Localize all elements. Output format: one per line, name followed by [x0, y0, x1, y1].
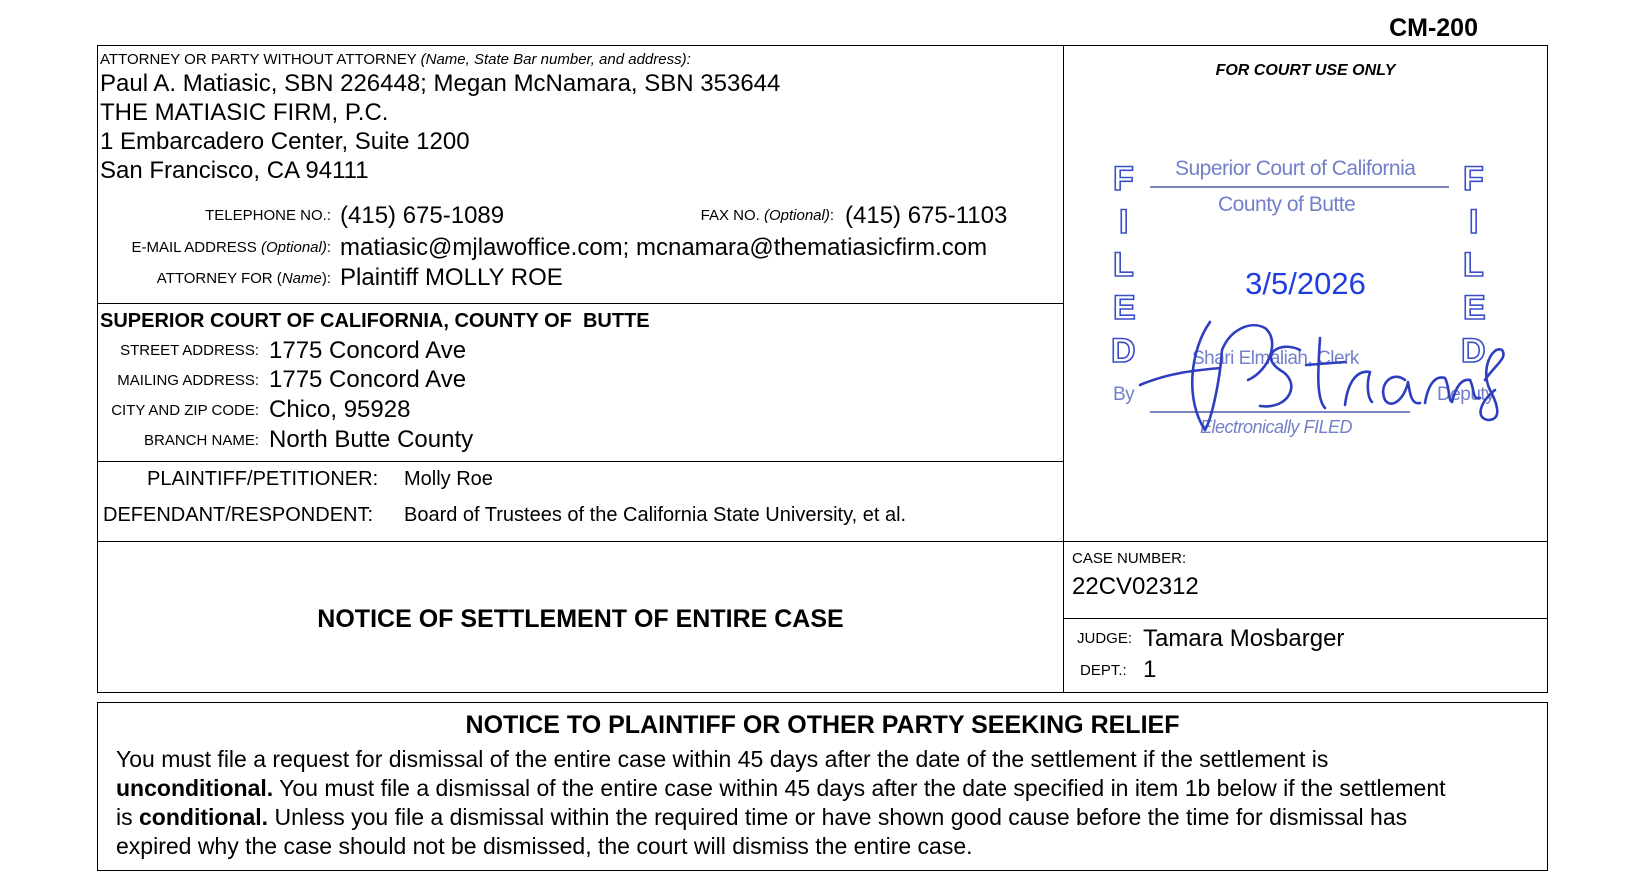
stamp-left-letter-d: D [1111, 332, 1136, 370]
notice-line-2: unconditional. You must file a dismissal of the entire case within 45 days after the date specified in item 1b below if the settlement [116, 775, 1446, 801]
caption-divider [1063, 45, 1064, 693]
defendant-label: DEFENDANT/RESPONDENT: [103, 504, 374, 526]
email-label: E-MAIL ADDRESS (Optional): [131, 239, 331, 256]
stamp-court-name: Superior Court of California [1175, 157, 1416, 180]
dept-value: 1 [1143, 656, 1157, 683]
defendant-value: Board of Trustees of the California State University, et al. [404, 504, 907, 526]
attorney-for-value: Plaintiff MOLLY ROE [340, 264, 563, 291]
judge-value: Tamara Mosbarger [1143, 625, 1345, 652]
stamp-date: 3/5/2026 [1245, 266, 1366, 301]
city-value: Chico, 95928 [269, 396, 411, 423]
notice-line-1: You must file a request for dismissal of the entire case within 45 days after the date of the settlement if the settlement is [116, 746, 1329, 772]
stamp-by: By [1113, 384, 1135, 405]
stamp-left-letter-i: I [1119, 203, 1129, 241]
case-number-bottom-rule [1063, 618, 1548, 619]
court-bottom-rule [97, 461, 1064, 462]
stamp-court-rule [1150, 186, 1449, 188]
court-title: SUPERIOR COURT OF CALIFORNIA, COUNTY OF BUTTE [100, 310, 650, 332]
parties-bottom-rule [97, 541, 1548, 542]
stamp-right-letter-f: F [1463, 160, 1484, 198]
case-number-label: CASE NUMBER: [1072, 550, 1187, 567]
branch-label: BRANCH NAME: [143, 432, 259, 449]
fax-value: (415) 675-1103 [845, 202, 1008, 229]
plaintiff-label: PLAINTIFF/PETITIONER: [147, 468, 379, 490]
stamp-left-letter-l: L [1113, 246, 1134, 284]
stamp-clerk-name: Shari Elmaliah, Clerk [1192, 348, 1359, 369]
telephone-label: TELEPHONE NO.: [205, 207, 331, 224]
telephone-value: (415) 675-1089 [340, 202, 505, 229]
document-title: NOTICE OF SETTLEMENT OF ENTIRE CASE [317, 605, 844, 633]
street-label: STREET ADDRESS: [120, 342, 259, 359]
court-use-heading: FOR COURT USE ONLY [1215, 62, 1396, 79]
stamp-right-letter-d: D [1461, 332, 1486, 370]
clerk-signature [1130, 310, 1510, 440]
email-value: matiasic@mjlawoffice.com; mcnamara@thematiasicfirm.com [340, 234, 988, 261]
mailing-label: MAILING ADDRESS: [117, 372, 259, 389]
stamp-deputy: Deputy [1437, 384, 1495, 405]
stamp-right-letter-i: I [1469, 203, 1479, 241]
attorney-line-1: Paul A. Matiasic, SBN 226448; Megan McNamara, SBN 353644 [100, 70, 781, 97]
plaintiff-value: Molly Roe [404, 468, 493, 490]
judge-label: JUDGE: [1077, 630, 1133, 647]
mailing-value: 1775 Concord Ave [269, 366, 467, 393]
stamp-right-letter-l: L [1463, 246, 1484, 284]
dept-label: DEPT.: [1080, 662, 1127, 679]
attorney-line-2: THE MATIASIC FIRM, P.C. [100, 99, 389, 126]
notice-line-3: is conditional. Unless you file a dismissal within the required time or have shown good cause before the time for dismissal has [116, 804, 1408, 830]
case-number-value: 22CV02312 [1072, 573, 1199, 600]
city-label: CITY AND ZIP CODE: [111, 402, 259, 419]
stamp-right-letter-e: E [1463, 289, 1486, 327]
street-value: 1775 Concord Ave [269, 337, 467, 364]
notice-body [116, 745, 1536, 861]
form-id: CM-200 [1389, 14, 1478, 42]
attorney-for-label: ATTORNEY FOR (Name): [156, 270, 331, 287]
branch-value: North Butte County [269, 426, 474, 453]
fax-label: FAX NO. (Optional): [700, 207, 834, 224]
stamp-left-letter-f: F [1113, 160, 1134, 198]
notice-line-4: expired why the case should not be dismissed, the court will dismiss the entire case. [116, 833, 973, 859]
stamp-electronic: Electronically FILED [1200, 417, 1353, 437]
attorney-bottom-rule [97, 303, 1064, 304]
stamp-county-name: County of Butte [1218, 193, 1356, 216]
attorney-heading: ATTORNEY OR PARTY WITHOUT ATTORNEY (Name, State Bar number, and address): [100, 51, 691, 68]
stamp-left-letter-e: E [1113, 289, 1136, 327]
notice-heading: NOTICE TO PLAINTIFF OR OTHER PARTY SEEKING RELIEF [465, 711, 1180, 739]
attorney-line-4: San Francisco, CA 94111 [100, 157, 369, 184]
attorney-line-3: 1 Embarcadero Center, Suite 1200 [100, 128, 470, 155]
